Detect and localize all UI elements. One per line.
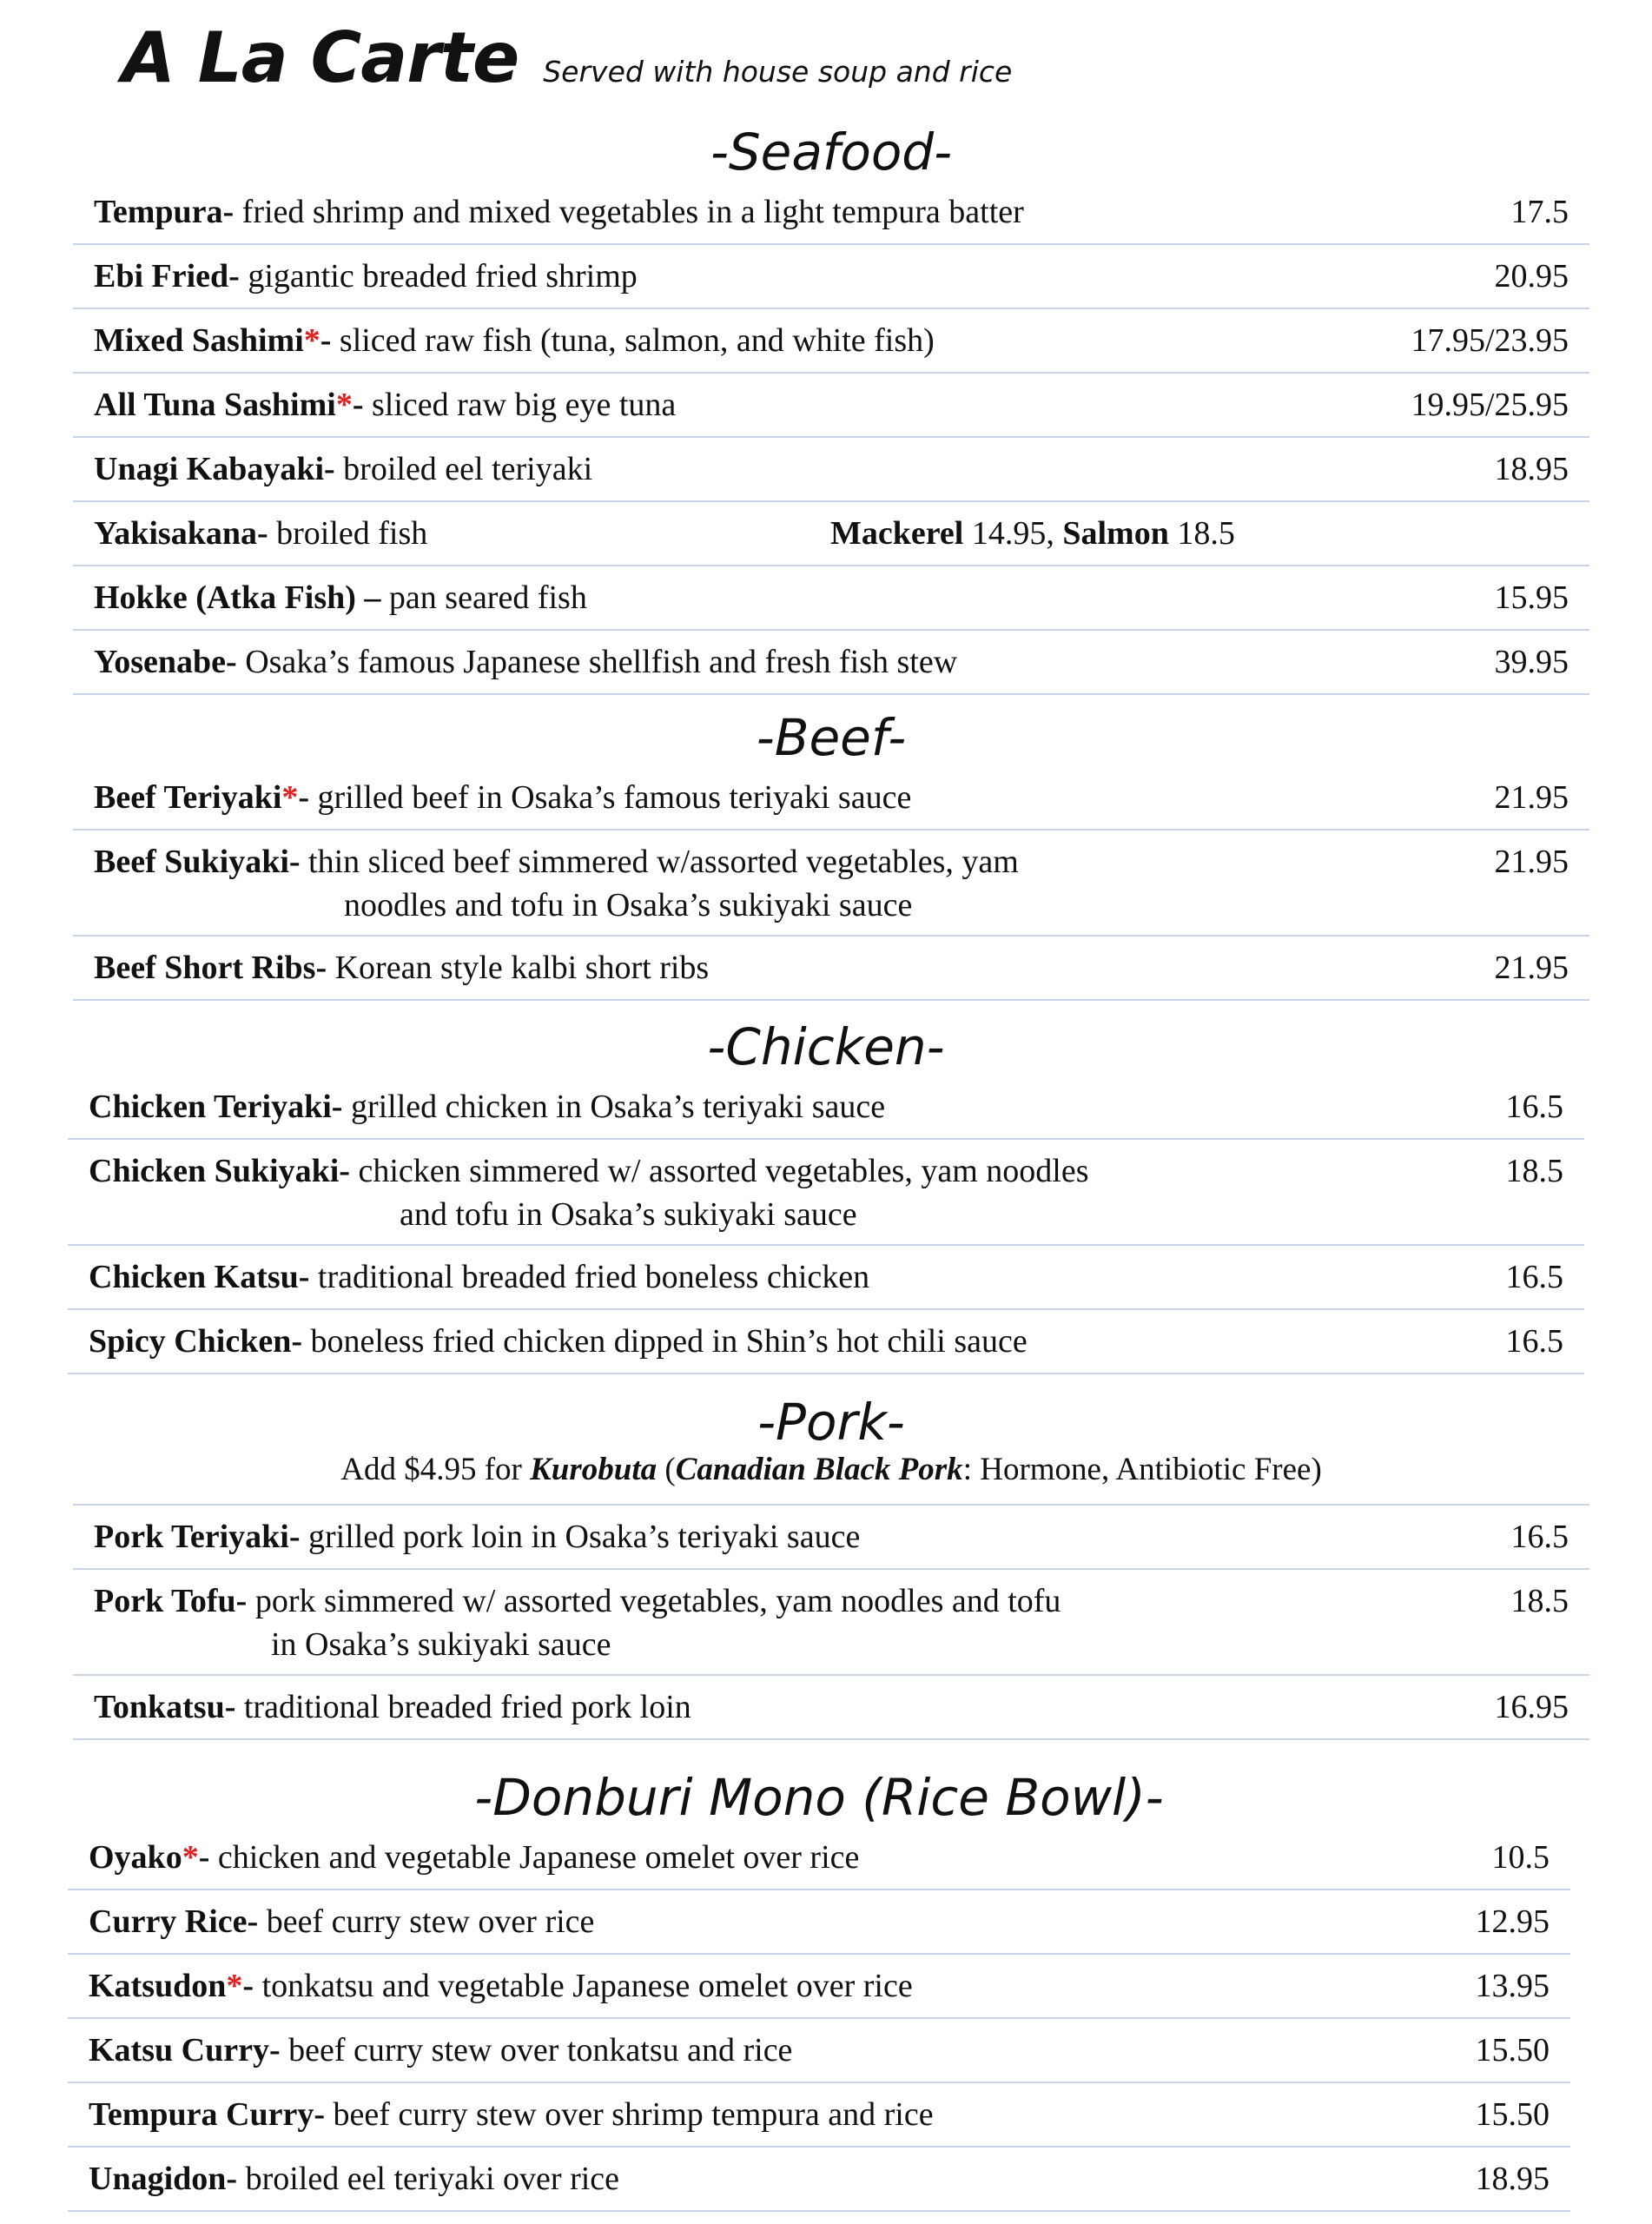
item-name: Hokke (Atka Fish) – — [94, 579, 381, 616]
menu-title: A La Carte — [122, 17, 519, 98]
menu-item-curry-rice — [68, 1890, 1570, 1955]
item-desc: traditional breaded fried pork loin — [235, 1689, 691, 1725]
item-name: Katsu Curry- — [89, 2032, 281, 2068]
item-price: 20.95 — [1494, 258, 1569, 295]
menu-item-oyako — [68, 1826, 1570, 1890]
item-name: Yosenabe- — [94, 644, 237, 680]
item-desc: broiled eel teriyaki over rice — [237, 2161, 620, 2197]
item-name: Spicy Chicken- — [89, 1323, 302, 1360]
item-desc: boneless fried chicken dipped in Shin’s hot chili sauce — [301, 1323, 1028, 1360]
item-desc-continued: noodles and tofu in Osaka’s sukiyaki sauce — [344, 887, 913, 923]
item-desc: grilled chicken in Osaka’s teriyaki sauce — [342, 1089, 886, 1125]
item-desc: pan seared fish — [380, 579, 587, 616]
menu-item-ebi-fried — [73, 245, 1589, 309]
raw-warning-star: * — [281, 779, 299, 816]
item-desc: broiled eel teriyaki — [334, 451, 593, 487]
section-title: -Seafood- — [710, 122, 953, 182]
item-price: 21.95 — [1494, 950, 1569, 986]
section-beef — [73, 708, 1589, 1001]
item-dash: - — [298, 779, 310, 816]
item-price: 12.95 — [1475, 1903, 1550, 1940]
item-desc-continued: and tofu in Osaka’s sukiyaki sauce — [400, 1196, 857, 1233]
menu-item-katsudon — [68, 1955, 1570, 2019]
item-desc: traditional breaded fried boneless chicken — [309, 1259, 870, 1295]
item-desc: sliced raw fish (tuna, salmon, and white fish) — [331, 322, 935, 359]
section-title: -Donburi Mono (Rice Bowl)- — [474, 1768, 1164, 1827]
item-name: All Tuna Sashimi — [94, 387, 336, 423]
section-title: -Pork- — [757, 1393, 905, 1452]
item-desc: sliced raw big eye tuna — [363, 387, 677, 423]
menu-header — [122, 17, 1012, 113]
item-name: Ebi Fried- — [94, 258, 240, 295]
item-price: 15.50 — [1475, 2032, 1550, 2068]
menu-item-all-tuna-sashimi — [73, 374, 1589, 438]
item-desc: grilled beef in Osaka’s famous teriyaki sauce — [309, 779, 912, 816]
item-dash: - — [320, 322, 332, 359]
item-desc: tonkatsu and vegetable Japanese omelet over rice — [254, 1968, 913, 2004]
item-name: Unagi Kabayaki- — [94, 451, 335, 487]
item-name: Pork Teriyaki- — [94, 1519, 301, 1555]
item-price: 16.5 — [1510, 1519, 1569, 1555]
menu-item-yosenabe — [73, 631, 1589, 695]
item-price: 18.95 — [1475, 2161, 1550, 2197]
menu-item-pork-tofu — [73, 1570, 1589, 1676]
item-price: 17.5 — [1510, 194, 1569, 230]
item-price: 19.95/25.95 — [1411, 387, 1569, 423]
item-name: Yakisakana- — [94, 515, 268, 552]
item-name: Chicken Sukiyaki- — [89, 1153, 350, 1189]
item-name: Curry Rice- — [89, 1903, 259, 1940]
item-desc: beef curry stew over rice — [258, 1903, 595, 1940]
item-desc: chicken simmered w/ assorted vegetables, yam noodles — [349, 1153, 1089, 1189]
item-price: 18.5 — [1505, 1153, 1563, 1189]
item-dash: - — [242, 1968, 254, 2004]
item-name: Beef Short Ribs- — [94, 950, 327, 986]
item-name: Pork Tofu- — [94, 1583, 248, 1619]
item-name: Chicken Teriyaki- — [89, 1089, 343, 1125]
item-price: 21.95 — [1494, 779, 1569, 816]
item-desc: beef curry stew over shrimp tempura and rice — [324, 2096, 934, 2133]
item-price: 16.5 — [1505, 1089, 1563, 1125]
item-name: Beef Sukiyaki- — [94, 844, 301, 880]
menu-item-unagidon — [68, 2148, 1570, 2212]
item-price: 15.95 — [1494, 579, 1569, 616]
item-price: 17.95/23.95 — [1411, 322, 1569, 359]
item-name: Beef Teriyaki — [94, 779, 282, 816]
item-desc: thin sliced beef simmered w/assorted vegetables, yam — [300, 844, 1019, 880]
item-desc: gigantic breaded fried shrimp — [239, 258, 638, 295]
item-price: 39.95 — [1494, 644, 1569, 680]
item-name: Oyako — [89, 1839, 182, 1876]
raw-warning-star: * — [226, 1968, 243, 2004]
item-dash: - — [198, 1839, 210, 1876]
menu-item-chicken-teriyaki — [68, 1076, 1584, 1140]
menu-subtitle: Served with house soup and rice — [543, 55, 1013, 89]
item-price: 18.5 — [1510, 1583, 1569, 1619]
item-name: Unagidon- — [89, 2161, 238, 2197]
canadian-black-pork-label: Canadian Black Pork — [675, 1452, 963, 1487]
kurobuta-label: Kurobuta — [530, 1452, 657, 1487]
item-name: Tempura- — [94, 194, 235, 230]
menu-item-beef-teriyaki — [73, 766, 1589, 831]
item-name: Tonkatsu- — [94, 1689, 236, 1725]
item-price: 10.5 — [1491, 1839, 1550, 1876]
item-price: 16.95 — [1494, 1689, 1569, 1725]
item-price: 15.50 — [1475, 2096, 1550, 2133]
item-desc-continued: in Osaka’s sukiyaki sauce — [271, 1626, 611, 1663]
raw-warning-star: * — [182, 1839, 199, 1876]
menu-item-unagi-kabayaki — [73, 438, 1589, 502]
item-dash: - — [352, 387, 364, 423]
section-title: -Chicken- — [707, 1017, 945, 1076]
item-desc: chicken and vegetable Japanese omelet over rice — [209, 1839, 860, 1876]
item-name: Mixed Sashimi — [94, 322, 304, 359]
menu-item-beef-sukiyaki — [73, 831, 1589, 937]
menu-item-chicken-katsu — [68, 1246, 1584, 1310]
item-name: Katsudon — [89, 1968, 227, 2004]
item-desc: grilled pork loin in Osaka’s teriyaki sauce — [300, 1519, 861, 1555]
item-name: Tempura Curry- — [89, 2096, 325, 2133]
menu-item-yakisakana — [73, 502, 1589, 566]
option-salmon: Salmon — [1062, 515, 1169, 552]
menu-item-pork-teriyaki — [73, 1506, 1589, 1570]
menu-item-katsu-curry — [68, 2019, 1570, 2083]
section-title: -Beef- — [756, 708, 907, 767]
menu-item-tempura-curry — [68, 2083, 1570, 2148]
item-price: 16.5 — [1505, 1259, 1563, 1295]
menu-item-spicy-chicken — [68, 1310, 1584, 1374]
item-price: 13.95 — [1475, 1968, 1550, 2004]
menu-item-mixed-sashimi — [73, 309, 1589, 374]
section-seafood — [73, 122, 1589, 695]
menu-item-beef-short-ribs — [73, 937, 1589, 1001]
option-mackerel-price: 14.95, — [963, 515, 1063, 552]
item-desc: beef curry stew over tonkatsu and rice — [280, 2032, 793, 2068]
option-mackerel: Mackerel — [830, 515, 964, 552]
item-desc: fried shrimp and mixed vegetables in a light tempura batter — [234, 194, 1024, 230]
kurobuta-note: Add $4.95 for Kurobuta (Canadian Black Pork: Hormone, Antibiotic Free) — [340, 1452, 1322, 1487]
raw-warning-star: * — [303, 322, 320, 359]
item-name: Chicken Katsu- — [89, 1259, 310, 1295]
menu-item-tempura — [73, 181, 1589, 245]
item-price: 18.95 — [1494, 451, 1569, 487]
item-desc: broiled fish — [268, 515, 428, 552]
menu-item-hokke — [73, 566, 1589, 631]
section-chicken — [68, 1017, 1584, 1374]
item-desc: pork simmered w/ assorted vegetables, yam noodles and tofu — [247, 1583, 1061, 1619]
section-donburi — [68, 1768, 1570, 2212]
item-desc: Korean style kalbi short ribs — [327, 950, 710, 986]
item-desc: Osaka’s famous Japanese shellfish and fresh fish stew — [236, 644, 958, 680]
section-pork — [73, 1393, 1589, 1740]
menu-item-tonkatsu — [73, 1676, 1589, 1740]
yakisakana-options — [830, 514, 1235, 553]
item-price: 21.95 — [1494, 844, 1569, 880]
option-salmon-price: 18.5 — [1168, 515, 1235, 552]
raw-warning-star: * — [335, 387, 353, 423]
menu-item-chicken-sukiyaki — [68, 1140, 1584, 1246]
item-price: 16.5 — [1505, 1323, 1563, 1360]
